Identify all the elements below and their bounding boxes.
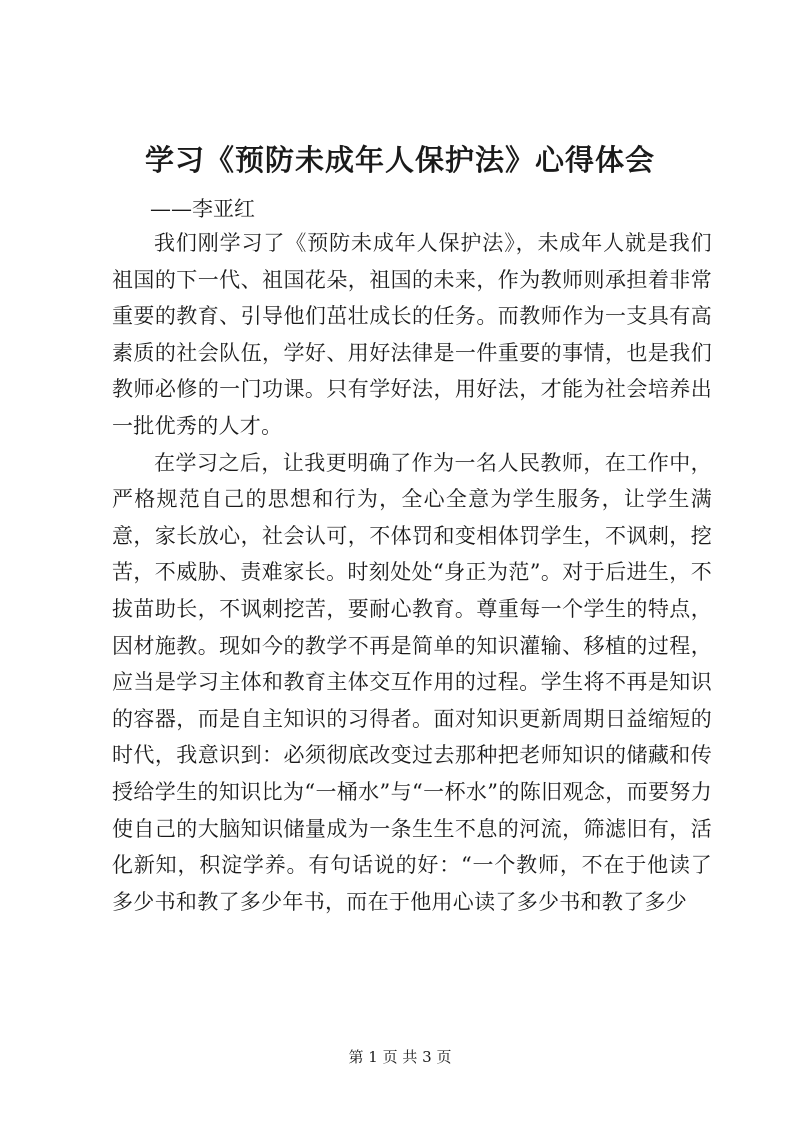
page-number-footer: 第 1 页 共 3 页 <box>348 1048 452 1066</box>
document-title: 学习《预防未成年人保护法》心得体会 <box>144 143 655 177</box>
document-body <box>112 225 712 920</box>
author-line: ——李亚红 <box>150 197 255 221</box>
paragraph-1: 我们刚学习了《预防未成年人保护法》，未成年人就是我们祖国的下一代、祖国花朵，祖国的未来，作为教师则承担着非常重要的教育、引导他们茁壮成长的任务。而教师作为一支具有高素质的社会队伍，学好、用好法律是一件重要的事情，也是我们教师必修的一门功课。只有学好法，用好法，才能为社会培养出一批优秀的人才。 <box>112 231 712 438</box>
paragraph-2: 在学习之后，让我更明确了作为一名人民教师，在工作中，严格规范自己的思想和行为，全心全意为学生服务，让学生满意，家长放心，社会认可，不体罚和变相体罚学生，不讽刺，挖苦，不威胁、责难家长。时刻处处“身正为范”。对于后进生，不拔苗助长，不讽刺挖苦，要耐心教育。尊重每一个学生的特点，因材施教。现如今的教学不再是简单的知识灌输、移植的过程，应当是学习主体和教育主体交互作用的过程。学生将不再是知识的容器，而是自主知识的习得者。面对知识更新周期日益缩短的时代，我意识到：必须彻底改变过去那种把老师知识的储藏和传授给学生的知识比为“一桶水”与“一杯水”的陈旧观念，而要努力使自己的大脑知识储量成为一条生生不息的河流，筛滤旧有，活化新知，积淀学养。有句话说的好：“一个教师，不在于他读了多少书和教了多少年书，而在于他用心读了多少书和教了多少 <box>112 450 712 914</box>
